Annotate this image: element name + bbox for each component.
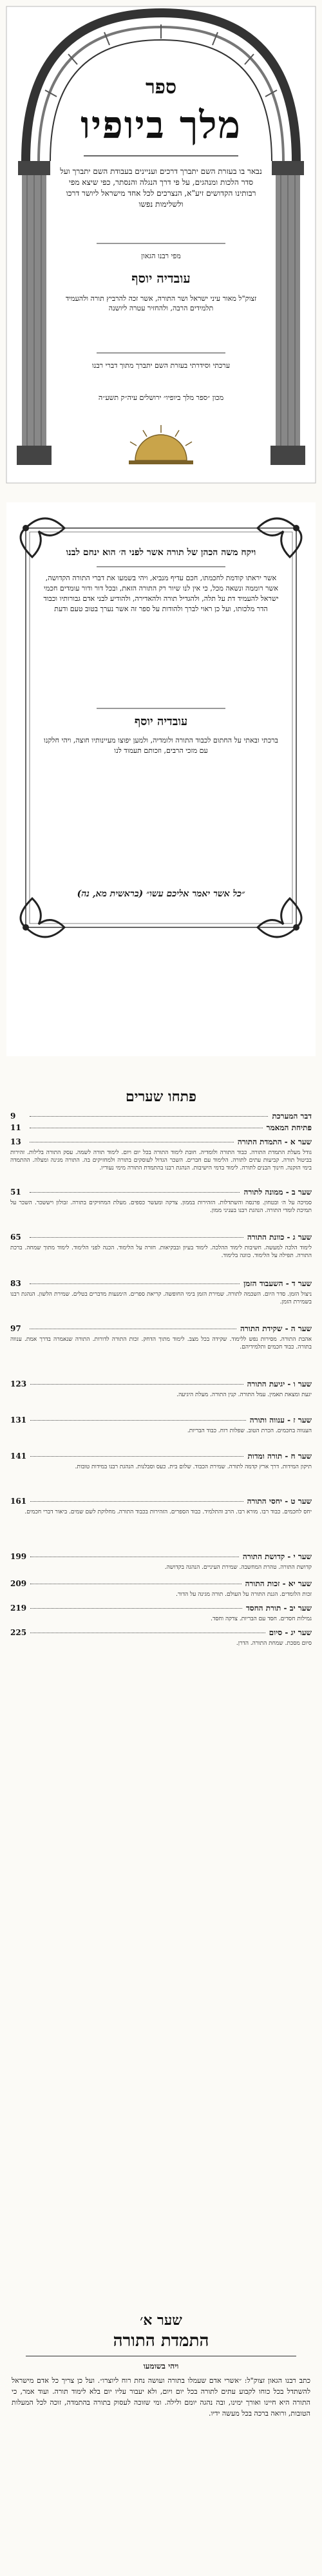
toc-entry-description: סמיכה על ה׳ ובטחון. פרנסה והשתדלות. הזהירות בממון. צדקה ומעשר כספים. מעלת המחזיקים בתורה. זבולון ויששכר. השכר על תמיכת לומדי התורה. הנהגת רבנו בעניני ממון. — [10, 1200, 312, 1214]
toc-entry-label: שער ט - יחסי התורה — [247, 1497, 312, 1506]
toc-entry-page: 51 — [10, 1188, 21, 1197]
toc-entry-label: שער ו - יגיעת התורה — [247, 1379, 312, 1388]
toc-entry[interactable] — [0, 1233, 322, 1279]
toc-entry[interactable] — [0, 1552, 322, 1579]
toc-entry-header — [10, 1379, 312, 1391]
toc-entry-header — [10, 1497, 312, 1508]
toc-entry-header — [10, 1628, 312, 1640]
toc-entry-label: שער י - קדושת התורה — [242, 1552, 312, 1561]
toc-entry-description: הענווה בחכמים. הכרת הטוב. שפלות רוח. כבוד הבריות. — [187, 1428, 312, 1434]
toc-entry-page: 123 — [10, 1379, 27, 1388]
toc-leader-dots — [30, 1237, 243, 1238]
author-description: זצוק"ל מאור עיני ישראל ושר התורה, אשר זכה להרביץ תורה ולהעמיד תלמידים הרבה, ולהחזיר עטרה ליושנה — [65, 294, 257, 312]
book-subtitle: נבאר בו בעזרת השם יתברך דרכים ועניינים בעבודת השם יתברך ועל סדר הלכות ומנהגים, על פי דרך הנגלה והנסתר, כפי שיצא מפי רבותינו הקדושים זיע"א, הנצרכים לכל אחד מישראל ליושר דרכו ולשלימות נפשו — [60, 167, 262, 209]
toc-entry-page: 97 — [10, 1324, 21, 1333]
toc-entry-header — [10, 1552, 312, 1564]
approbation-heading: ויקח משה הכהן של תורה אשר לפני ה׳ הוא ינחם לבנו — [66, 547, 256, 558]
toc-entry-header — [10, 1452, 312, 1463]
title-page — [0, 0, 322, 489]
toc-entry-label: שער א - התמדת התורה — [237, 1137, 312, 1146]
toc-entry-label: שער ב - ממונה לתורה — [243, 1188, 312, 1197]
toc-title: פתחו שערים — [125, 1088, 197, 1105]
toc-entry[interactable] — [0, 1279, 322, 1324]
table-of-contents — [0, 1088, 322, 1653]
toc-entry-label: שער יב - תורת החסד — [245, 1604, 312, 1613]
toc-entry[interactable] — [0, 1112, 322, 1123]
toc-entry[interactable] — [0, 1604, 322, 1628]
toc-entry-page: 65 — [10, 1233, 21, 1242]
toc-entry-description: יחס לחכמים. כבוד רבו. מורא רבו. הרב והתלמיד. כבוד הספרים. הזהירות בכבוד התורה. מחלוקת לשם שמים. ביאור דברי חכמים. — [24, 1509, 312, 1515]
toc-entry-description: אהבת התורה. מסירות נפש ללימוד. שקידה בכל מצב. לימוד מתוך הדחק. זכות התורה לדורות. התורה שנאמרה בדרך אמת. ענווה בתורה. כבוד חכמים ותלמידיהם. — [10, 1336, 312, 1350]
toc-entry-label: שער ד - השעבוד הזמן — [243, 1279, 312, 1288]
arch-frame — [0, 0, 322, 489]
toc-entry-description: תיקון המידות. דרך ארץ קדמה לתורה. שמירת הכבוד. שלום בית. כעס וסבלנות. הנהגת רבנו במידות טובות. — [75, 1464, 312, 1470]
book-title: מלך ביופיו — [80, 103, 242, 147]
toc-leader-dots — [30, 1192, 240, 1193]
toc-entry-page: 11 — [10, 1123, 21, 1132]
toc-leader-dots — [30, 1283, 240, 1284]
closing-quote: ״כל אשר יאמר אליכם עשו״ (בראשית מא, נה) — [77, 889, 245, 899]
toc-entry-description: יגעת ומצאת תאמין. עמל התורה. קנין התורה. מעלת היגיעה. — [176, 1392, 312, 1398]
toc-entry[interactable] — [0, 1123, 322, 1137]
toc-entry-label: שער ז - ענווה ותורה — [249, 1416, 312, 1425]
toc-entry-label: פתיחת המאמר — [266, 1123, 312, 1132]
toc-entry-description: ניצול הזמן. סדר היום. השכמה לתורה. שמירת הזמן בימי החופשה. קריאת ספרים. הימנעות מדברים בטלים. שמירת הלשון. הנהגת רבנו בשמירת הזמן. — [10, 1291, 312, 1305]
toc-entry-page: 83 — [10, 1279, 21, 1288]
toc-entry-description: סיום מסכת. שמחת התורה. הדרן. — [236, 1640, 312, 1647]
toc-leader-dots — [30, 1501, 243, 1502]
toc-leader-dots — [30, 1456, 243, 1457]
chapter-number: שער א׳ — [140, 2312, 182, 2329]
toc-entry[interactable] — [0, 1188, 322, 1233]
toc-entry-label: דבר המערכת — [272, 1112, 312, 1121]
toc-entry-header — [10, 1112, 312, 1123]
publisher-line: מכון ״ספר מלך ביופיו״ ירושלים עיה״ק תשע״ה — [98, 393, 224, 402]
toc-entry[interactable] — [0, 1137, 322, 1188]
signatory-description: ברכתי ובאתי על החתום לכבוד התורה ולומדיה, ולמען יפוצו מעיינותיו חוצה, ויהי חלקנו עם מזכי הרבים, וזכותם תעמוד לנו — [44, 736, 278, 755]
toc-entry[interactable] — [0, 1324, 322, 1379]
toc-entry[interactable] — [0, 1452, 322, 1497]
toc-leader-dots — [30, 1420, 246, 1421]
author-intro: מפי רבנו הגאון — [141, 252, 181, 260]
toc-leader-dots — [30, 1608, 242, 1609]
toc-entry[interactable] — [0, 1628, 322, 1653]
author-name: עובדיה יוסף — [131, 270, 191, 286]
toc-entry-label: שער יג - סיום — [269, 1628, 312, 1637]
toc-entry-header — [10, 1579, 312, 1591]
toc-entry-page: 13 — [10, 1137, 21, 1146]
toc-leader-dots — [30, 1384, 243, 1385]
toc-entry-header — [10, 1137, 312, 1149]
toc-entry-header — [10, 1123, 312, 1135]
toc-entry-header — [10, 1324, 312, 1336]
toc-entry-page: 131 — [10, 1416, 27, 1425]
chapter-subheading: ויהי בשומעו — [143, 2362, 179, 2371]
toc-entry-label: שער ג - כוונת התורה — [247, 1233, 312, 1242]
toc-entry[interactable] — [0, 1416, 322, 1452]
toc-entry-description: גמילות חסדים. חסד עם הבריות. צדקה וחסד. — [211, 1616, 312, 1622]
toc-entry-header — [10, 1604, 312, 1615]
toc-entry-page: 209 — [10, 1579, 27, 1588]
book-label: ספר — [145, 76, 177, 99]
toc-entry-label: שער ה - שקידת התורה — [240, 1324, 312, 1333]
toc-entry-header — [10, 1188, 312, 1199]
chapter-opening — [0, 2312, 322, 2419]
toc-entry-description: זכות הלומדים. הגנת התורה על העולם. תורה מגינה על הדור. — [176, 1591, 312, 1598]
approbation-page — [0, 502, 322, 1069]
chapter-title: התמדת התורה — [113, 2331, 209, 2351]
toc-list — [0, 1112, 322, 1653]
signatory-name: עובדיה יוסף — [134, 715, 188, 728]
toc-entry-page: 219 — [10, 1604, 27, 1613]
toc-entry-page: 141 — [10, 1452, 27, 1461]
toc-entry-header — [10, 1233, 312, 1244]
approbation-body: אשר יראתו קודמת לחכמתו, חכם עדיף מנביא, ויהי בשמעו את דברי התורה הקדושה, אשר רוממה ונשאה מכל, כי אין לנו שיור רק התורה הזאת, ובכל דור ודור עומדים חכמי ישראל להעמיד דת על תלה, ולהגדיל תורה ולהאדירה, ולהודיע לבני אדם גבורותיו וכבוד הדר מלכותו, ועל כן ראוי לברך ולהודות על ספר זה אשר נערך בטוב טעם ודעת — [43, 574, 279, 613]
toc-entry-label: שער ח - תורה ומדות — [247, 1452, 312, 1461]
toc-entry-page: 161 — [10, 1497, 27, 1506]
toc-entry-description: לימוד הלכה למעשה. חשיבות לימוד ההלכה. לימוד בעיון ובבקיאות. חזרה על הלימוד. הכנה לפני הלימוד. לימוד מתוך שמחה. ברכת התורה. תפילה על הלימוד. כוונה בלימוד. — [10, 1245, 312, 1259]
toc-entry-page: 9 — [10, 1112, 16, 1121]
chapter-body: כתב רבנו הגאון זצוק"ל: ״אשרי אדם שעמלו בתורה ועושה נחת רוח ליוצרו״. ועל כן צריך כל אדם מישראל להשתדל בכל כוחו לקבוע עתים לתורה בכל יום ויום, ולא יעבור עליו יום בלא לימוד תורה. ועוד אמר, כי התורה היא חיינו ואורך ימינו, ובה נהגה יומם ולילה. ומי שזוכה לעסוק בתורה בהתמדה, זוכה לכל המעלות הטובות, ורואה ברכה בכל מעשה ידיו. — [12, 2376, 310, 2418]
toc-entry[interactable] — [0, 1379, 322, 1416]
toc-entry-description: גודל מעלת התמדת התורה. כבוד התורה ולומדיה. חובת לימוד התורה בכל יום ויום. לימוד תורה לשמה. עסק התורה בלילות. זהירות בביטול תורה. קביעות עתים לתורה. הלימוד עם חברים. השכר הגדול לעוסקים בתורה ולמחזיקים בה. התורה מגינה ומצלה. ההתמדה בימי הזקנה. חינוך הבנים לתורה. לימוד בדמי הישיבות. הנהגת רבנו בהתמדת התורה מימי נעוריו. — [10, 1150, 312, 1171]
toc-entry-page: 199 — [10, 1552, 27, 1561]
toc-leader-dots — [30, 1116, 268, 1117]
toc-entry-label: שער יא - זכות התורה — [245, 1579, 312, 1588]
toc-entry-header — [10, 1416, 312, 1427]
editor-note: ערכתי וסידרתי בעזרת השם יתברך מתוך דברי רבנו — [91, 361, 231, 370]
toc-entry-header — [10, 1279, 312, 1291]
toc-entry-description: קדושת התורה. טהרת המחשבה. שמירת העיניים. הנהגה בקדושה. — [164, 1564, 312, 1571]
toc-entry[interactable] — [0, 1497, 322, 1552]
toc-entry[interactable] — [0, 1579, 322, 1604]
toc-entry-page: 225 — [10, 1628, 27, 1637]
